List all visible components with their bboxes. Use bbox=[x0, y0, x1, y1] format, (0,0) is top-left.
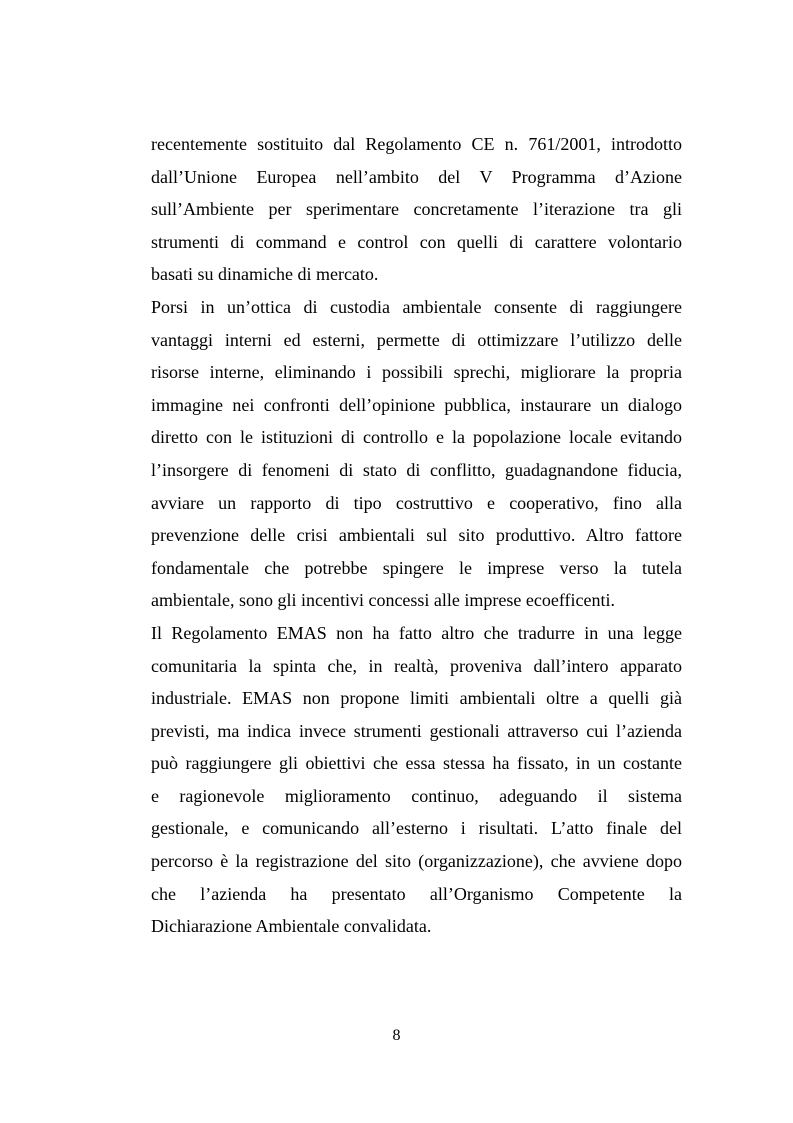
text-line: e ragionevole miglioramento continuo, adeguando il sistema bbox=[151, 785, 682, 806]
text-line: ambientale, sono gli incentivi concessi alle imprese ecoefficenti. bbox=[151, 590, 616, 611]
text-line: risorse interne, eliminando i possibili sprechi, migliorare la propria bbox=[151, 362, 682, 383]
text-line: dall’Unione Europea nell’ambito del V Programma d’Azione bbox=[151, 166, 682, 187]
text-line: che l’azienda ha presentato all’Organismo Competente la bbox=[151, 883, 682, 904]
text-line: può raggiungere gli obiettivi che essa stessa ha fissato, in un costante bbox=[151, 753, 682, 774]
text-line: diretto con le istituzioni di controllo e la popolazione locale evitando bbox=[151, 427, 682, 448]
text-line: l’insorgere di fenomeni di stato di conflitto, guadagnandone fiducia, bbox=[151, 459, 682, 480]
text-line: fondamentale che potrebbe spingere le imprese verso la tutela bbox=[151, 557, 682, 578]
text-line: basati su dinamiche di mercato. bbox=[151, 264, 379, 285]
text-line: Dichiarazione Ambientale convalidata. bbox=[151, 916, 432, 937]
text-line: vantaggi interni ed esterni, permette di ottimizzare l’utilizzo delle bbox=[151, 329, 682, 350]
text-line: Il Regolamento EMAS non ha fatto altro che tradurre in una legge bbox=[151, 622, 682, 643]
text-line: gestionale, e comunicando all’esterno i risultati. L’atto finale del bbox=[151, 818, 682, 839]
body-text bbox=[151, 128, 682, 943]
text-line: prevenzione delle crisi ambientali sul sito produttivo. Altro fattore bbox=[151, 525, 682, 546]
text-line: industriale. EMAS non propone limiti ambientali oltre a quelli già bbox=[151, 688, 682, 709]
text-line: sull’Ambiente per sperimentare concretamente l’iterazione tra gli bbox=[151, 199, 682, 220]
text-line: immagine nei confronti dell’opinione pubblica, instaurare un dialogo bbox=[151, 394, 682, 415]
text-line: avviare un rapporto di tipo costruttivo e cooperativo, fino alla bbox=[151, 492, 682, 513]
text-line: recentemente sostituito dal Regolamento CE n. 761/2001, introdotto bbox=[151, 134, 682, 154]
text-line: percorso è la registrazione del sito (organizzazione), che avviene dopo bbox=[151, 851, 682, 872]
text-line: Porsi in un’ottica di custodia ambientale consente di raggiungere bbox=[151, 296, 682, 317]
text-line: previsti, ma indica invece strumenti gestionali attraverso cui l’azienda bbox=[151, 720, 682, 741]
page-number: 8 bbox=[392, 1027, 401, 1044]
text-line: strumenti di command e control con quelli di carattere volontario bbox=[151, 231, 682, 252]
text-line: comunitaria la spinta che, in realtà, proveniva dall’intero apparato bbox=[151, 655, 682, 676]
